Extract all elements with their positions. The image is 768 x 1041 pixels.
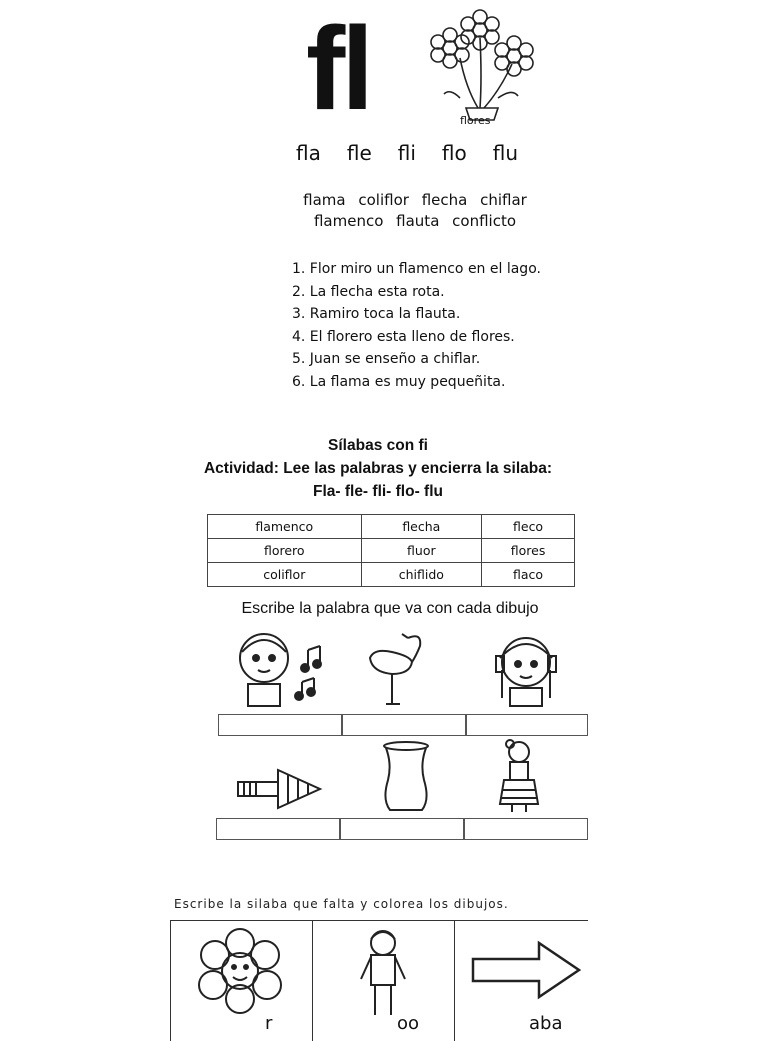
fragment-text: aba: [529, 1013, 563, 1034]
table-cell[interactable]: fleco: [482, 515, 575, 539]
activity-heading: [150, 434, 606, 503]
sentence: 6. La flama es muy pequeñita.: [292, 373, 506, 390]
flower-caption: flores: [460, 114, 491, 127]
answer-box[interactable]: [466, 714, 588, 736]
table-cell[interactable]: coliflor: [208, 563, 362, 587]
sentence: 3. Ramiro toca la flauta.: [292, 306, 461, 323]
answer-box[interactable]: [340, 818, 464, 840]
table-row: [208, 563, 575, 587]
syllable: fla: [296, 141, 321, 165]
coloring-grid: [170, 920, 588, 1041]
coloring-cell: [170, 921, 311, 1041]
coloring-cell: [454, 921, 595, 1041]
girl-headphones-illustration: [486, 628, 576, 712]
word-list: [270, 190, 560, 232]
table-cell[interactable]: flecha: [361, 515, 482, 539]
activity-instruction: Actividad: Lee las palabras y encierra la silaba:: [203, 460, 553, 477]
table-cell[interactable]: chiflido: [361, 563, 482, 587]
fragment-text: r: [265, 1013, 273, 1034]
syllable: flo: [441, 141, 467, 165]
answer-row: [218, 714, 588, 736]
write-instruction: Escribe la palabra que va con cada dibujo: [241, 600, 539, 617]
answer-row: [216, 818, 588, 840]
word-line: flamenco flauta conflicto: [313, 212, 517, 230]
activity-syllables: Fla- fle- fli- flo- flu: [312, 483, 443, 500]
table-cell[interactable]: flamenco: [208, 515, 362, 539]
table-cell[interactable]: flaco: [482, 563, 575, 587]
flamenco-girl-illustration: [494, 738, 544, 818]
table-cell[interactable]: flores: [482, 539, 575, 563]
sentence-list: [292, 258, 541, 394]
word-table: [207, 514, 575, 587]
answer-box[interactable]: [218, 714, 342, 736]
syllable: fle: [346, 141, 372, 165]
fragment-text: oo: [397, 1013, 420, 1034]
coloring-cell: [312, 921, 453, 1041]
syllable: flu: [492, 141, 519, 165]
table-cell[interactable]: florero: [208, 539, 362, 563]
answer-box[interactable]: [342, 714, 466, 736]
syllable-row: [296, 141, 546, 165]
sentence: 5. Juan se enseño a chiflar.: [292, 351, 481, 368]
activity-title: Sílabas con fi: [328, 437, 428, 454]
table-cell[interactable]: fluor: [361, 539, 482, 563]
boy-singing-illustration: [228, 628, 338, 712]
sentence: 1. Flor miro un flamenco en el lago.: [292, 261, 541, 277]
table-row: [208, 515, 575, 539]
word-line: flama coliflor flecha chiflar: [303, 191, 527, 209]
flamingo-illustration: [364, 628, 434, 712]
missing-syllable-instruction: Escribe la silaba que falta y colorea los dibujos.: [174, 897, 509, 911]
answer-box[interactable]: [216, 818, 340, 840]
vase-illustration: [378, 740, 434, 820]
table-row: [208, 539, 575, 563]
syllable: fli: [397, 141, 416, 165]
answer-box[interactable]: [464, 818, 588, 840]
big-letters: fl: [306, 3, 371, 135]
arrow-illustration: [236, 764, 326, 818]
sentence: 2. La flecha esta rota.: [292, 283, 445, 300]
sentence: 4. El florero esta lleno de flores.: [292, 328, 515, 345]
